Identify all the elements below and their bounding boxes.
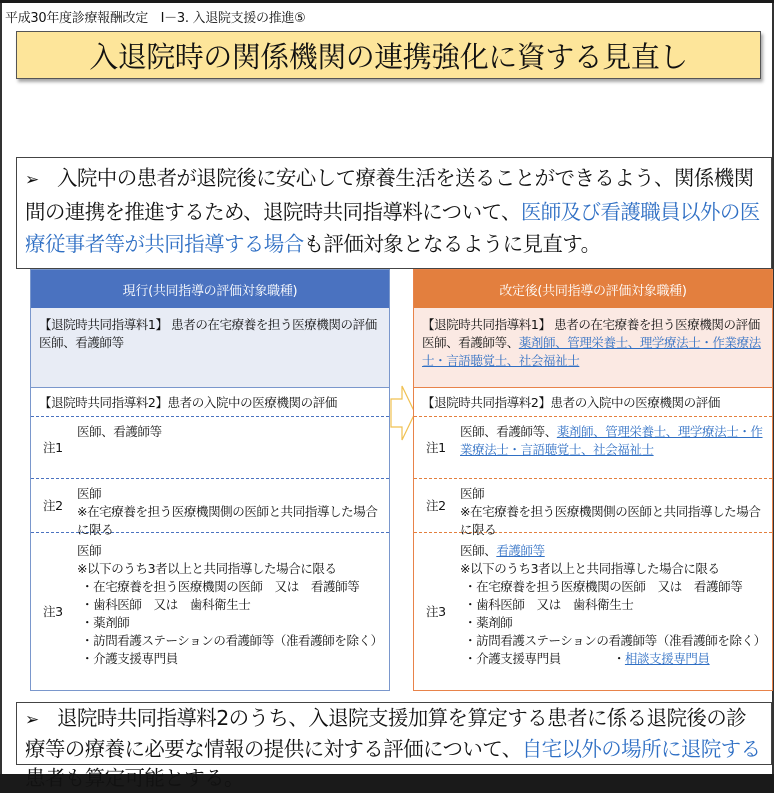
note-line: ※在宅療養を担う医療機関側の医師と共同指導した場合に限る: [460, 504, 761, 537]
note-body: 医師、看護師等: [77, 424, 162, 439]
current-fee1-section: [31, 308, 389, 387]
note-line: ※以下のうち3者以上と共同指導した場合に限る: [460, 561, 720, 576]
bullet-arrow-icon: ➢: [25, 710, 39, 730]
note-body: [77, 533, 389, 690]
list-item: ・介護支援専門員: [81, 651, 178, 666]
list-item: ・在宅療養を担う医療機関の医師 又は 看護師等: [464, 579, 743, 594]
list-item: ・訪問看護ステーションの看護師等（准看護師を除く）: [81, 633, 383, 648]
note-label: 注2: [43, 497, 63, 513]
note-label: 注1: [426, 439, 446, 455]
bottom-text-part2: 患者も算定可能とする。: [25, 766, 244, 790]
breadcrumb: 平成30年度診療報酬改定 Ⅰ－3. 入退院支援の推進⑤: [5, 11, 306, 26]
note-line: 医師: [77, 543, 102, 558]
current-panel: [30, 269, 390, 691]
summary-box: [16, 157, 772, 269]
page-title: [16, 31, 761, 79]
note-line: 医師: [77, 486, 102, 501]
staff-plain: 医師、看護師等、: [460, 424, 557, 439]
bottom-summary-box: [16, 702, 772, 790]
note-label: 注2: [426, 497, 446, 513]
list-item: ・歯科医師 又は 歯科衛生士: [81, 597, 251, 612]
revised-note3: [414, 533, 772, 690]
note-body: [77, 479, 389, 537]
slide: [0, 3, 774, 790]
note-line: [460, 542, 772, 560]
revised-fee2-title: 【退院時共同指導料2】患者の入院中の医療機関の評価: [414, 387, 772, 417]
page-title-text: 入退院時の関係機関の連携強化に資する見直し: [89, 39, 688, 74]
current-note1: [31, 417, 389, 479]
revised-fee1-title: 【退院時共同指導料1】 患者の在宅療養を担う医療機関の評価: [422, 317, 760, 332]
summary-highlight: 医師及び看護職員以外の医療従事者等が共同指導する場合: [25, 200, 760, 256]
note-label: 注3: [43, 603, 63, 619]
list-item: ・薬剤師: [81, 615, 130, 630]
note-label: 注1: [43, 439, 63, 455]
current-fee2-title: 【退院時共同指導料2】患者の入院中の医療機関の評価: [31, 387, 389, 417]
revised-note1: [414, 417, 772, 479]
note-body: [460, 533, 772, 690]
item-plain: ・介護支援専門員: [464, 651, 561, 666]
bullet-arrow-icon: ➢: [25, 170, 39, 190]
revised-fee1-section: [414, 308, 772, 387]
note-line: ※在宅療養を担う医療機関側の医師と共同指導した場合に限る: [77, 504, 378, 537]
list-item: ・在宅療養を担う医療機関の医師 又は 看護師等: [81, 579, 360, 594]
note-body: [460, 479, 772, 537]
list-item: ・歯科医師 又は 歯科衛生士: [464, 597, 634, 612]
revised-fee1-staff: [422, 334, 764, 370]
current-note2: [31, 479, 389, 537]
staff-plain: 医師、: [460, 543, 497, 558]
item-bullet: ・: [612, 651, 625, 666]
list-item: [460, 650, 772, 668]
current-panel-header: 現行(共同指導の評価対象職種): [31, 270, 389, 308]
note-label: 注3: [426, 603, 446, 619]
current-note3: [31, 533, 389, 690]
revised-panel: [413, 269, 773, 691]
summary-text-part1: 入院中の患者が退院後に安心して療養生活を送ることができるよう、関係機関間の連携を推進するため、退院時共同指導料について、: [25, 166, 754, 224]
list-item: ・薬剤師: [464, 615, 513, 630]
current-fee1-staff: 医師、看護師等: [39, 335, 124, 350]
staff-plain: 医師、看護師等、: [422, 335, 519, 350]
staff-added: 看護師等: [496, 543, 545, 558]
bottom-highlight: 自宅以外の場所に退院する: [521, 737, 761, 761]
note-line: ※以下のうち3者以上と共同指導した場合に限る: [77, 561, 337, 576]
summary-text-part2: も評価対象となるように見直す。: [303, 232, 601, 256]
staff-added: 薬剤師、管理栄養士、理学療法士・作業療法士・言語聴覚士、社会福祉士: [422, 335, 761, 368]
list-item: ・訪問看護ステーションの看護師等（准看護師を除く）: [464, 633, 766, 648]
revised-panel-header: 改定後(共同指導の評価対象職種): [414, 270, 772, 308]
note-line: 医師: [460, 486, 485, 501]
staff-added: 薬剤師、管理栄養士、理学療法士・作業療法士・言語聴覚士、社会福祉士: [460, 424, 763, 457]
current-fee1-title: 【退院時共同指導料1】 患者の在宅療養を担う医療機関の評価: [39, 317, 377, 332]
note-body: [460, 417, 772, 478]
item-added: 相談支援専門員: [624, 651, 710, 666]
bottom-text-part1: 退院時共同指導料2のうち、入退院支援加算を算定する患者に係る退院後の診療等の療養に必要な情報の提供に対する評価について、: [25, 706, 747, 761]
revised-note2: [414, 479, 772, 537]
